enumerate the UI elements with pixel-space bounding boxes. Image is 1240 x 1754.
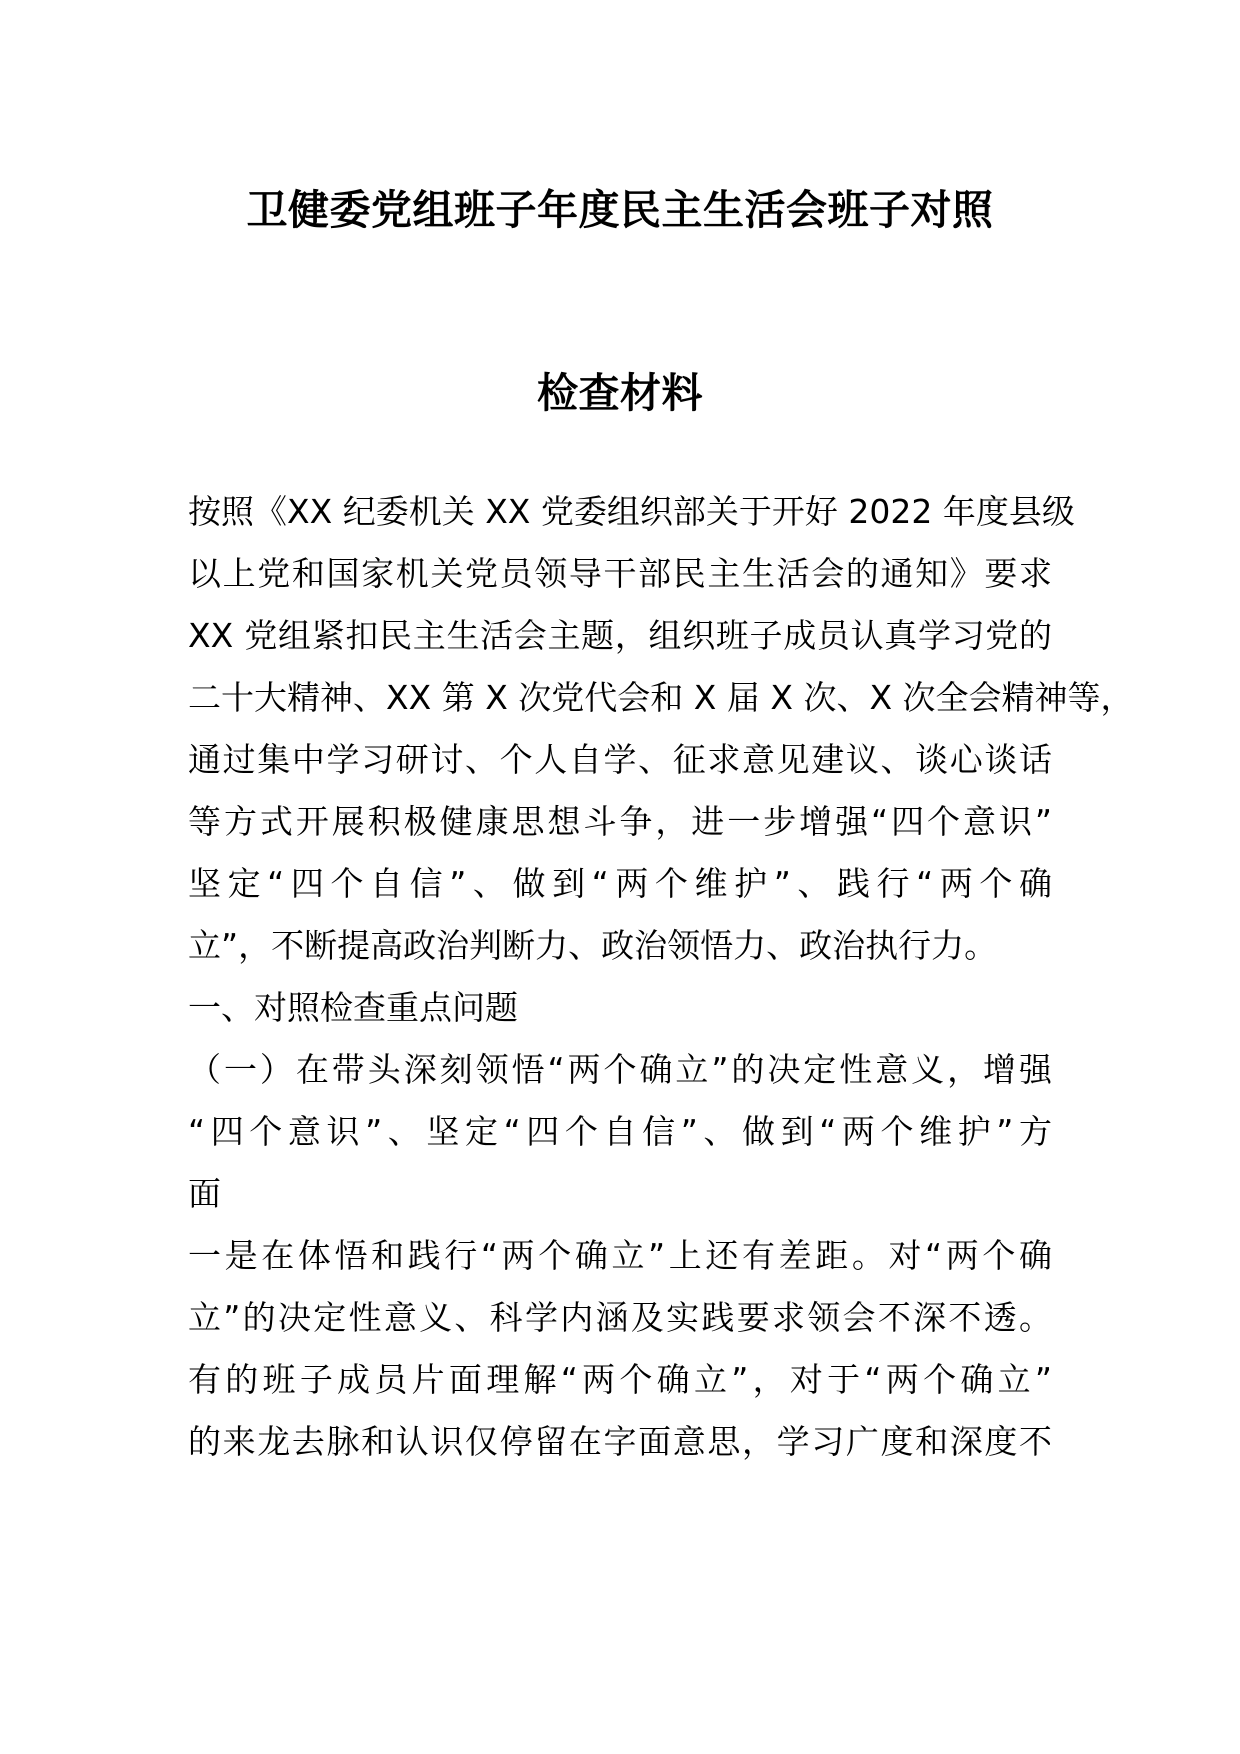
body-line-8: 立”，不断提高政治判断力、政治领悟力、政治执行力。 [188, 926, 998, 965]
body-line-4: 二十大精神、XX 第 X 次党代会和 X 届 X 次、X 次全会精神等， [188, 678, 1134, 717]
document-title-line-1: 卫健委党组班子年度民主生活会班子对照 [246, 186, 994, 234]
body-line-7: 坚定“四个自信”、做到“两个维护”、践行“两个确 [188, 864, 1052, 903]
document-title-line-2: 检查材料 [537, 369, 703, 417]
body-line-1: 按照《XX 纪委机关 XX 党委组织部关于开好 2022 年度县级 [188, 492, 1075, 531]
subsection-heading-line-2: “四个意识”、坚定“四个自信”、做到“两个维护”方 [188, 1112, 1052, 1151]
body-line-15: 有的班子成员片面理解“两个确立”，对于“两个确立” [188, 1360, 1052, 1399]
body-line-13: 一是在体悟和践行“两个确立”上还有差距。对“两个确 [188, 1236, 1052, 1275]
body-line-16: 的来龙去脉和认识仅停留在字面意思，学习广度和深度不 [188, 1422, 1052, 1461]
body-line-5: 通过集中学习研讨、个人自学、征求意见建议、谈心谈话 [188, 740, 1052, 779]
subsection-heading-line-1: （一）在带头深刻领悟“两个确立”的决定性意义，增强 [188, 1050, 1052, 1089]
body-line-2: 以上党和国家机关党员领导干部民主生活会的通知》要求 [188, 554, 1052, 593]
body-line-3: XX 党组紧扣民主生活会主题，组织班子成员认真学习党的 [188, 616, 1052, 655]
body-line-14: 立”的决定性意义、科学内涵及实践要求领会不深不透。 [188, 1298, 1052, 1337]
body-line-6: 等方式开展积极健康思想斗争，进一步增强“四个意识” [188, 802, 1052, 841]
subsection-heading-line-3: 面 [188, 1174, 221, 1213]
section-heading: 一、对照检查重点问题 [188, 988, 518, 1027]
